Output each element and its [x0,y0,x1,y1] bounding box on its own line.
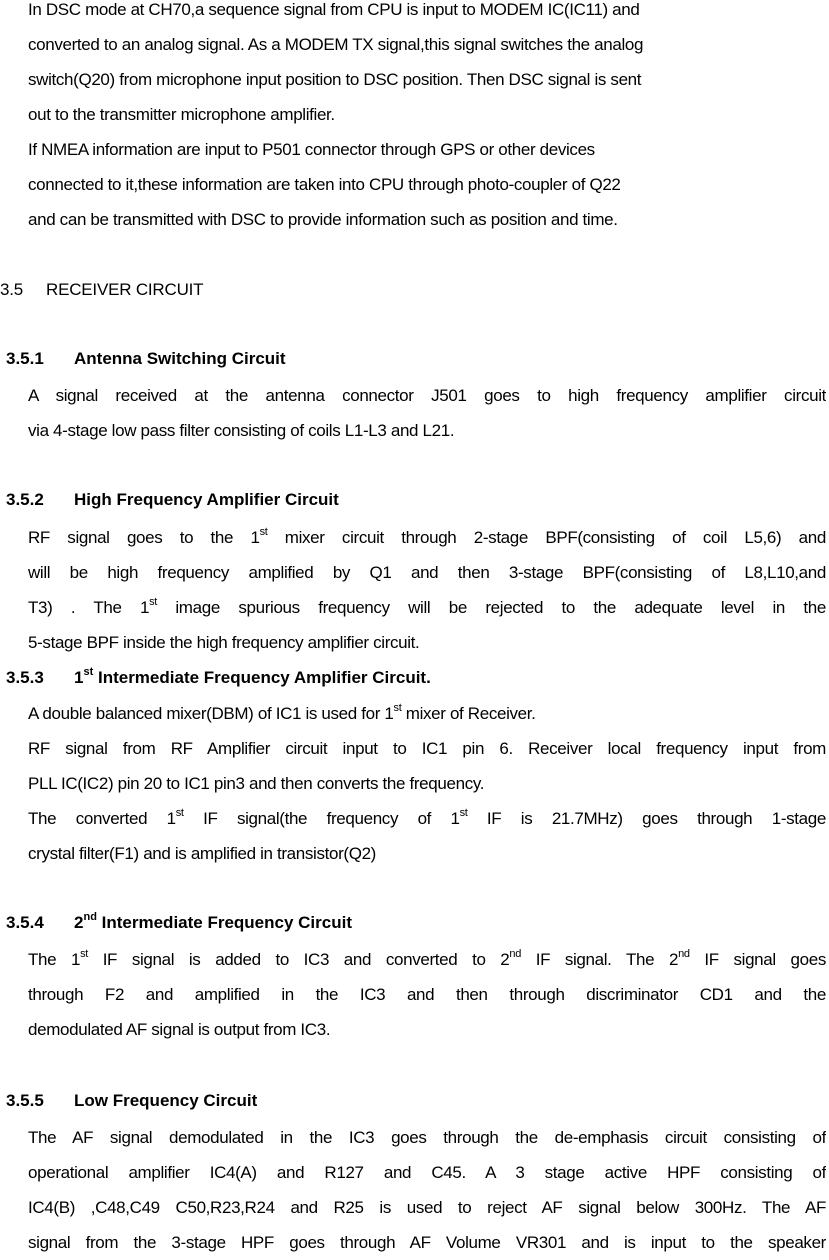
paragraph-line: through F2 and amplified in the IC3 and then through discriminator CD1 and the [28,985,826,1004]
paragraph-line: converted to an analog signal. As a MODEM TX signal,this signal switches the analog [28,35,644,54]
paragraph-line: 5-stage BPF inside the high frequency amplifier circuit. [28,633,420,652]
paragraph-line: demodulated AF signal is output from IC3. [28,1020,331,1039]
subsection-heading-3-5-4 [6,911,352,935]
subsection-title: High Frequency Amplifier Circuit [74,490,339,509]
subsection-heading-3-5-5 [6,1089,257,1113]
paragraph-line: A signal received at the antenna connector J501 goes to high frequency amplifier circuit [28,386,826,405]
subsection-heading-3-5-1 [6,347,286,371]
paragraph-line: The converted 1st IF signal(the frequency of 1st IF is 21.7MHz) goes through 1-stage [28,807,826,828]
paragraph-line: and can be transmitted with DSC to provide information such as position and time. [28,210,618,229]
paragraph-line: RF signal from RF Amplifier circuit input to IC1 pin 6. Receiver local frequency input from [28,739,826,758]
paragraph-line: operational amplifier IC4(A) and R127 and C45. A 3 stage active HPF consisting of [28,1163,826,1182]
section-heading [0,278,203,302]
paragraph-line: PLL IC(IC2) pin 20 to IC1 pin3 and then converts the frequency. [28,774,485,793]
subsection-title: 2nd Intermediate Frequency Circuit [74,911,352,932]
subsection-title: Antenna Switching Circuit [74,349,286,368]
paragraph-line: out to the transmitter microphone amplifier. [28,105,335,124]
paragraph-line: connected to it,these information are taken into CPU through photo-coupler of Q22 [28,175,621,194]
subsection-heading-3-5-3 [6,666,431,690]
paragraph-line: If NMEA information are input to P501 connector through GPS or other devices [28,140,595,159]
subsection-number: 3.5.5 [6,1091,44,1110]
paragraph-line: switch(Q20) from microphone input position to DSC position. Then DSC signal is sent [28,70,642,89]
paragraph-line: will be high frequency amplified by Q1 and then 3-stage BPF(consisting of L8,L10,and [28,563,826,582]
section-number: 3.5 [0,280,24,299]
paragraph-line: The 1st IF signal is added to IC3 and converted to 2nd IF signal. The 2nd IF signal goes [28,948,826,969]
section-title: RECEIVER CIRCUIT [46,280,204,299]
paragraph-line: IC4(B) ,C48,C49 C50,R23,R24 and R25 is used to reject AF signal below 300Hz. The AF [28,1198,826,1217]
subsection-number: 3.5.2 [6,490,44,509]
subsection-heading-3-5-2 [6,488,339,512]
paragraph-line: crystal filter(F1) and is amplified in transistor(Q2) [28,844,376,863]
subsection-title: Low Frequency Circuit [74,1091,258,1110]
subsection-number: 3.5.1 [6,349,44,368]
paragraph-line: T3) . The 1st image spurious frequency will be rejected to the adequate level in the [28,596,826,617]
subsection-number: 3.5.4 [6,913,44,932]
paragraph-line: RF signal goes to the 1st mixer circuit through 2-stage BPF(consisting of coil L5,6) and [28,526,826,547]
paragraph-line: signal from the 3-stage HPF goes through AF Volume VR301 and is input to the speaker [28,1233,826,1252]
subsection-number: 3.5.3 [6,668,44,687]
paragraph-line: In DSC mode at CH70,a sequence signal from CPU is input to MODEM IC(IC11) and [28,0,640,19]
paragraph-line: via 4-stage low pass filter consisting of coils L1-L3 and L21. [28,421,455,440]
paragraph-line: The AF signal demodulated in the IC3 goes through the de-emphasis circuit consisting of [28,1128,826,1147]
subsection-title: 1st Intermediate Frequency Amplifier Circuit. [74,666,431,687]
paragraph-line: A double balanced mixer(DBM) of IC1 is used for 1st mixer of Receiver. [28,702,536,723]
